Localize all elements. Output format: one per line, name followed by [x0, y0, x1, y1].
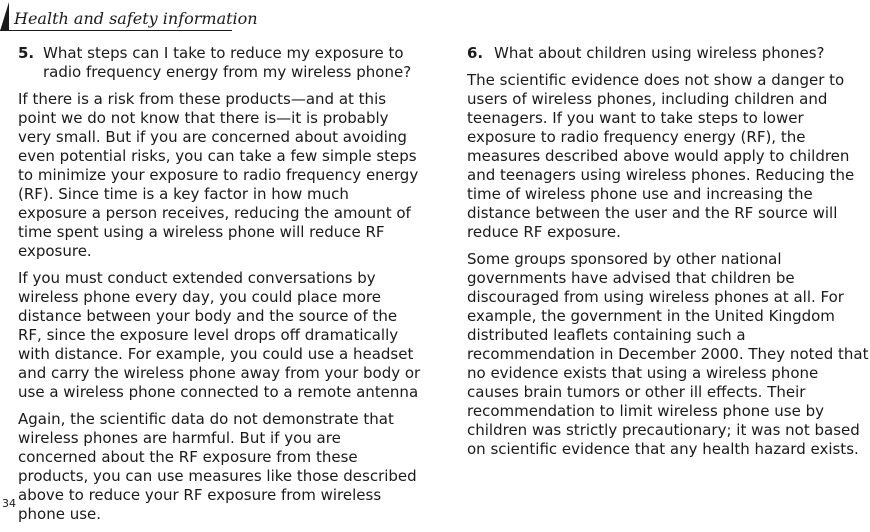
question-number: 5.: [18, 44, 35, 62]
page-header: [0, 0, 258, 32]
question-5: [18, 44, 422, 82]
answer-paragraph: If you must conduct extended conversations by wireless phone every day, you could place more distance between your body and the source of the RF, since the exposure level drops off dramatically with distance. For example, you could use a headset and carry the wireless phone away from your body or use a wireless phone connected to a remote antenna: [18, 269, 421, 401]
answer-paragraph: If there is a risk from these products—and at this point we do not know that there is—it is probably very small. But if you are concerned about avoiding even potential risks, you can take a few simple steps to minimize your exposure to radio frequency energy (RF). Since time is a key factor in how much exposure a person receives, reducing the amount of time spent using a wireless phone will reduce RF exposure.: [18, 90, 419, 260]
question-number: 6.: [467, 44, 484, 62]
left-column: [18, 44, 422, 532]
section-title: Health and safety information: [14, 9, 258, 28]
answer-paragraph: Some groups sponsored by other national governments have advised that children be discouraged from using wireless phones at all. For example, the government in the United Kingdom distributed leaflets containing such a recommendation in December 2000. They noted that no evidence exists that using a wireless phone causes brain tumors or other ill effects. Their recommendation to limit wireless phone use by children was strictly precautionary; it was not based on scientific evidence that any health hazard exists.: [467, 250, 869, 458]
answer-paragraph: Again, the scientific data do not demonstrate that wireless phones are harmful. But if you are concerned about the RF exposure from these products, you can use measures like those described above to reduce your RF exposure from wireless phone use.: [18, 410, 417, 523]
question-6: [467, 44, 870, 63]
page-number: 34: [2, 497, 16, 510]
header-accent-bar: [0, 2, 9, 31]
header-rule: [0, 30, 232, 31]
question-text: What steps can I take to reduce my exposure to radio frequency energy from my wireless phone?: [43, 44, 412, 81]
question-text: What about children using wireless phones?: [494, 44, 825, 62]
answer-paragraph: The scientific evidence does not show a danger to users of wireless phones, including children and teenagers. If you want to take steps to lower exposure to radio frequency energy (RF), the measures described above would apply to children and teenagers using wireless phones. Reducing the time of wireless phone use and increasing the distance between the user and the RF source will reduce RF exposure.: [467, 71, 855, 241]
right-column: [467, 44, 870, 467]
